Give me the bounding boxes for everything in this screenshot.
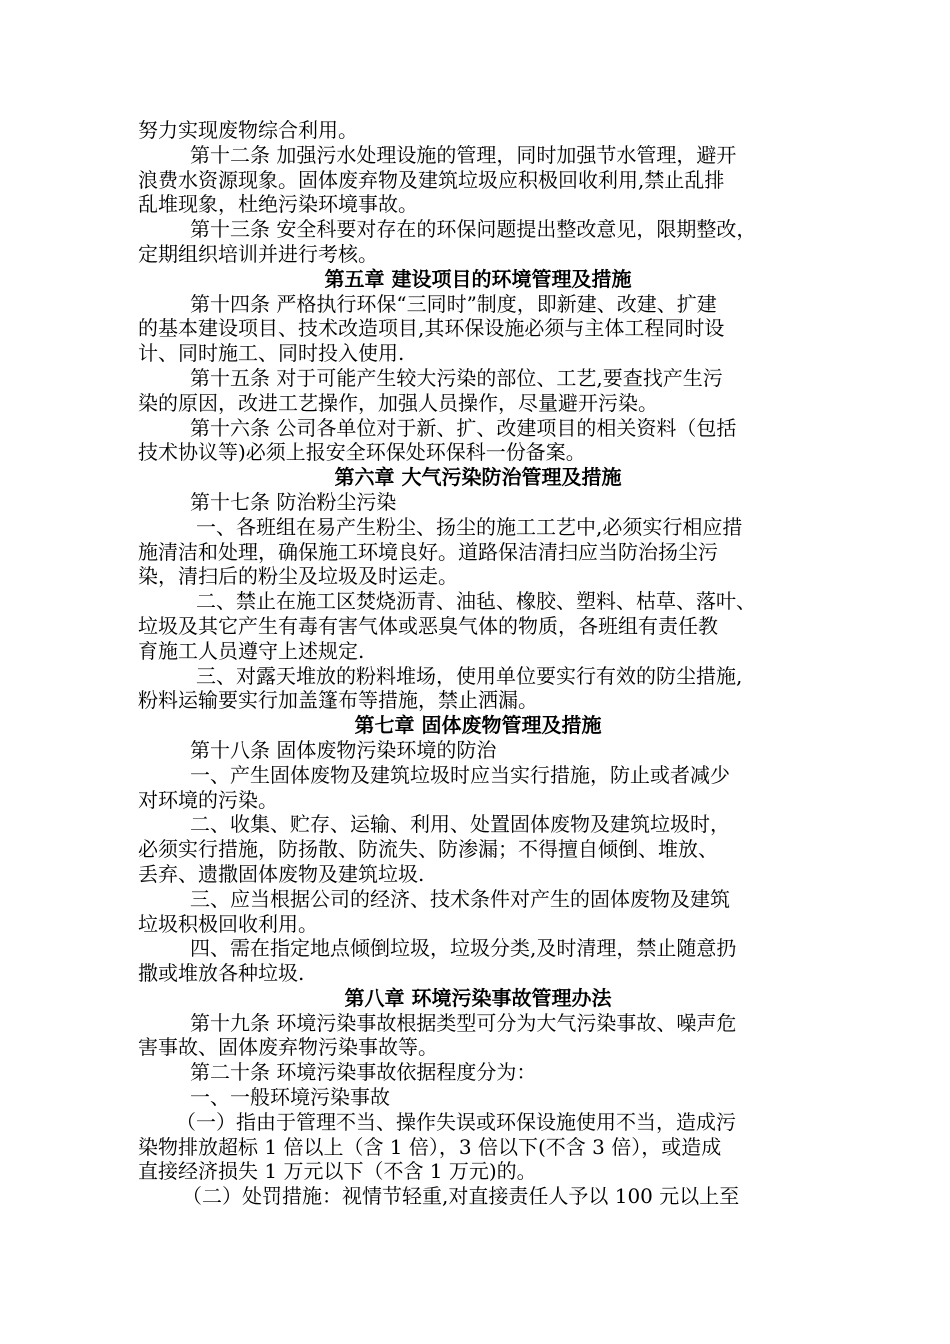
text-line: 努力实现废物综合利用。 [138,118,358,142]
text-line: 施清洁和处理，确保施工环境良好。道路保洁清扫应当防治扬尘污 [138,539,718,564]
clause-line: 二、禁止在施工区焚烧沥青、油毡、橡胶、塑料、枯草、落叶、 [196,589,756,614]
article-16-line: 第十六条 公司各单位对于新、扩、改建项目的相关资料（包括 [190,415,737,440]
text-line: 垃圾积极回收利用。 [138,911,318,936]
text-line: 的基本建设项目、技术改造项目,其环保设施必须与主体工程同时设 [138,316,725,341]
text-line: 必须实行措施，防扬散、防流失、防渗漏；不得擅自倾倒、堆放、 [138,837,718,862]
text-line: 浪费水资源现象。固体废弃物及建筑垃圾应积极回收利用,禁止乱排 [138,167,725,192]
article-19-line: 第十九条 环境污染事故根据类型可分为大气污染事故、噪声危 [190,1010,737,1035]
text-line: 计、同时施工、同时投入使用. [138,341,405,366]
clause-line: 三、应当根据公司的经济、技术条件对产生的固体废物及建筑 [190,886,730,911]
text-line: 丢弃、遗撒固体废物及建筑垃圾. [138,861,425,886]
text-line: 乱堆现象，杜绝污染环境事故。 [138,192,418,217]
text-line: 撒或堆放各种垃圾. [138,961,305,986]
text-line: 粉料运输要实行加盖篷布等措施，禁止洒漏。 [138,688,538,713]
article-15-line: 第十五条 对于可能产生较大污染的部位、工艺,要查找产生污 [190,365,723,390]
clause-line: 一、产生固体废物及建筑垃圾时应当实行措施，防止或者减少 [190,762,730,787]
clause-line: 一、一般环境污染事故 [190,1085,390,1110]
sub-clause-line: （二）处罚措施：视情节轻重,对直接责任人予以 100 元以上至 [182,1184,740,1209]
text-line: 垃圾及其它产生有毒有害气体或恶臭气体的物质，各班组有责任教 [138,613,718,638]
chapter-7-heading: 第七章 固体废物管理及措施 [354,713,602,738]
text-line: 对环境的污染。 [138,787,278,812]
sub-clause-line: （一）指由于管理不当、操作失误或环保设施使用不当，造成污 [176,1109,736,1134]
text-line: 定期组织培训并进行考核。 [138,241,378,266]
article-12-line: 第十二条 加强污水处理设施的管理，同时加强节水管理，避开 [190,142,737,167]
text-line: 育施工人员遵守上述规定. [138,638,365,663]
text-line: 染的原因，改进工艺操作，加强人员操作，尽量避开污染。 [138,390,658,415]
text-line: 染，清扫后的粉尘及垃圾及时运走。 [138,564,458,589]
document-body [138,118,818,1209]
clause-line: 四、需在指定地点倾倒垃圾，垃圾分类,及时清理，禁止随意扔 [190,936,737,961]
article-17-line: 第十七条 防治粉尘污染 [190,489,397,514]
text-line: 技术协议等)必须上报安全环保处环保科一份备案。 [138,440,586,465]
article-13-line: 第十三条 安全科要对存在的环保问题提出整改意见，限期整改， [190,217,757,242]
article-14-line: 第十四条 严格执行环保“三同时”制度，即新建、改建、扩建 [190,291,717,316]
clause-line: 二、收集、贮存、运输、利用、处置固体废物及建筑垃圾时， [190,812,730,837]
chapter-8-heading: 第八章 环境污染事故管理办法 [344,985,612,1010]
text-line: 害事故、固体废弃物污染事故等。 [138,1035,438,1060]
article-18-line: 第十八条 固体废物污染环境的防治 [190,737,497,762]
clause-line: 一、各班组在易产生粉尘、扬尘的施工工艺中,必须实行相应措 [196,514,743,539]
article-20-line: 第二十条 环境污染事故依据程度分为： [190,1060,537,1085]
chapter-5-heading: 第五章 建设项目的环境管理及措施 [324,266,632,291]
chapter-6-heading: 第六章 大气污染防治管理及措施 [334,465,622,490]
text-line: 直接经济损失 1 万元以下（不含 1 万元)的。 [138,1159,537,1184]
clause-line: 三、对露天堆放的粉料堆场，使用单位要实行有效的防尘措施, [196,663,743,688]
text-line: 染物排放超标 1 倍以上（含 1 倍），3 倍以下(不含 3 倍），或造成 [138,1134,722,1159]
